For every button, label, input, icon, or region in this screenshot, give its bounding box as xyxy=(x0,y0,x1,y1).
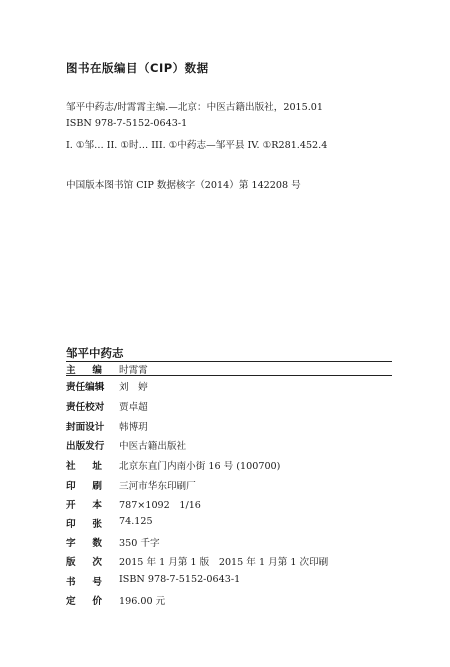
printer-value: 三河市华东印刷厂 xyxy=(119,481,196,492)
cip-heading: 图书在版编目（CIP）数据 xyxy=(66,61,209,75)
responsible-editor-value: 刘 婷 xyxy=(119,382,148,393)
format-label: 开 本 xyxy=(66,500,102,511)
printer-label: 印 刷 xyxy=(66,481,102,492)
address-value: 北京东直门内南小街 16 号 (100700) xyxy=(119,461,281,472)
sheets-value: 74.125 xyxy=(119,516,153,527)
word-count-label: 字 数 xyxy=(66,538,102,549)
cover-design-value: 韩博玥 xyxy=(119,422,148,433)
word-count-value: 350 千字 xyxy=(119,538,160,549)
price-value: 196.00 元 xyxy=(119,596,166,607)
cip-isbn-line: ISBN 978-7-5152-0643-1 xyxy=(66,118,188,129)
address-label: 社 址 xyxy=(66,461,102,472)
cip-bibliographic-line: 邹平中药志/时霄霄主编.—北京：中医古籍出版社，2015.01 xyxy=(66,102,324,113)
format-value: 787×1092 1/16 xyxy=(119,500,201,511)
editor-value: 时霄霄 xyxy=(119,365,148,376)
editor-label: 主 编 xyxy=(66,365,102,376)
cip-record-number-line: 中国版本图书馆 CIP 数据核字（2014）第 142208 号 xyxy=(66,180,301,191)
edition-label: 版 次 xyxy=(66,557,102,568)
publisher-value: 中医古籍出版社 xyxy=(119,441,187,452)
responsible-editor-label: 责任编辑 xyxy=(66,382,105,393)
cip-classification-line: I. ①邹… II. ①时… III. ①中药志—邹平县 IV. ①R281.452.4 xyxy=(66,140,328,151)
divider-top xyxy=(66,361,392,362)
divider-bottom xyxy=(66,375,392,376)
publisher-label: 出版发行 xyxy=(66,441,105,452)
responsible-proofreader-value: 贾卓超 xyxy=(119,402,148,413)
isbn-label: 书 号 xyxy=(66,577,102,588)
responsible-proofreader-label: 责任校对 xyxy=(66,402,105,413)
cover-design-label: 封面设计 xyxy=(66,422,105,433)
sheets-label: 印 张 xyxy=(66,519,102,530)
isbn-value: ISBN 978-7-5152-0643-1 xyxy=(119,574,241,585)
edition-value: 2015 年 1 月第 1 版 2015 年 1 月第 1 次印刷 xyxy=(119,557,329,568)
price-label: 定 价 xyxy=(66,596,102,607)
book-title: 邹平中药志 xyxy=(66,346,124,360)
